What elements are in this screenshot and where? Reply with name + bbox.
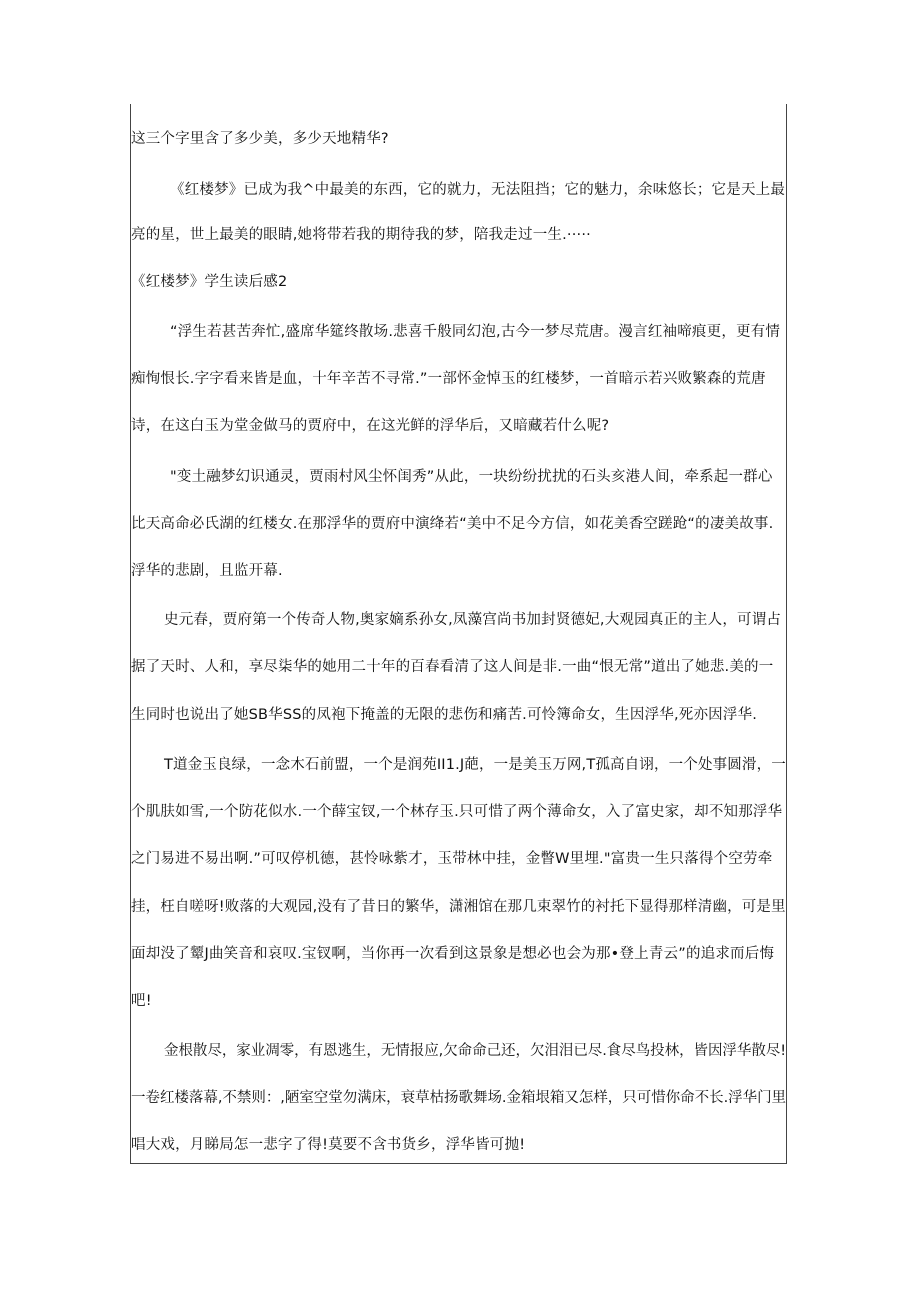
- paragraph-line: 生同时也说出了她SB华SS的凤袍下掩盖的无限的悲伤和痛苦.可怜簿命女，生因浮华,死亦因浮华.: [131, 707, 758, 723]
- paragraph-line: 诗，在这白玉为堂金做马的贾府中，在这光鲜的浮华后，又暗藏若什么呢?: [131, 418, 610, 434]
- text-line-continuation: 这三个字里含了多少美，多少天地精华?: [131, 131, 389, 147]
- paragraph-line: 吧!: [131, 993, 152, 1009]
- paragraph-line: “浮生若甚苦奔忙,盛席华筵终散场.悲喜千般同幻泡,古今一梦尽荒唐。漫言红袖啼痕更，更有情: [170, 324, 781, 340]
- paragraph-line: 据了天时、人和，享尽柒华的她用二十年的百春看清了这人间是非.一曲“恨无常”道出了她悲.美的一: [131, 659, 774, 675]
- paragraph-line: 个肌肤如雪,一个防花似水.一个薛宝钗,一个林存玉.只可惜了两个薄命女，入了富史家，却不知那浮华: [131, 804, 783, 820]
- paragraph-line: 亮的星，世上最美的眼睛,她将带若我的期待我的梦，陪我走过一生.·····: [131, 227, 591, 243]
- paragraph-line: 之门易进不易出啊.”可叹停机德，甚怜咏紫才，玉带林中挂，金瞥W里埋."富贵一生只落得个空劳牵: [131, 851, 773, 867]
- paragraph-line: 比天高命必氏湖的红楼女.在那浮华的贾府中演绛若“美中不足今方信，如花美香空蹉跄“的凄美故事.: [131, 516, 774, 532]
- paragraph-line: 史元春，贾府第一个传奇人物,奥家嫡系孙女,凤藻宫尚书加封贤德妃,大观园真正的主人，可谓占: [164, 612, 782, 628]
- paragraph-line: 痴恂恨长.字字看来皆是血，十年辛苦不寻常.”一部怀金悼玉的红楼梦，一首暗示若兴败繁森的荒唐: [131, 371, 766, 387]
- paragraph-line: 挂，枉自嗟呀!败落的大观园,没有了昔日的繁华，潇湘馆在那几束翠竹的衬托下显得那样清幽，可是里: [131, 899, 786, 915]
- paragraph-line: 面却没了颦J曲笑音和哀叹.宝钗啊，当你再一次看到这景象是想必也会为那•登上青云”的追求而后悔: [131, 946, 775, 962]
- paragraph-line: 金根散尽，家业凋零，有恩逃生，无情报应,欠命命己还，欠泪泪已尽.食尽鸟投林，皆因浮华散尽!: [164, 1043, 787, 1059]
- section-heading: 《红楼梦》学生读后感2: [131, 274, 288, 290]
- paragraph-line: T道金玉良绿，一念木石前盟，一个是润苑II1.J葩，一是美玉万网,T孤高自诩，一个处事圆滑，一: [164, 757, 786, 773]
- paragraph-line: 一卷红楼落幕,不禁则：,陋室空堂勿满床，衰草枯扬歌舞场.金箱垠箱又怎样，只可惜你命不长.浮华门里: [131, 1090, 787, 1106]
- paragraph-line: 浮华的悲剧，且监开幕.: [131, 563, 283, 579]
- paragraph-line: 唱大戏，月睇局怎一悲字了得!莫要不含书货乡，浮华皆可抛!: [131, 1137, 526, 1153]
- table-frame: [130, 104, 787, 1164]
- paragraph-line: 《红楼梦》已成为我^中最美的东西，它的就力，无法阻挡；它的魅力，余味悠长；它是天上最: [170, 182, 786, 198]
- paragraph-line: "变土融梦幻识通灵，贾雨村风尘怀闺秀”从此，一块纷纷扰扰的石头亥港人间，牵系起一群心: [170, 469, 773, 485]
